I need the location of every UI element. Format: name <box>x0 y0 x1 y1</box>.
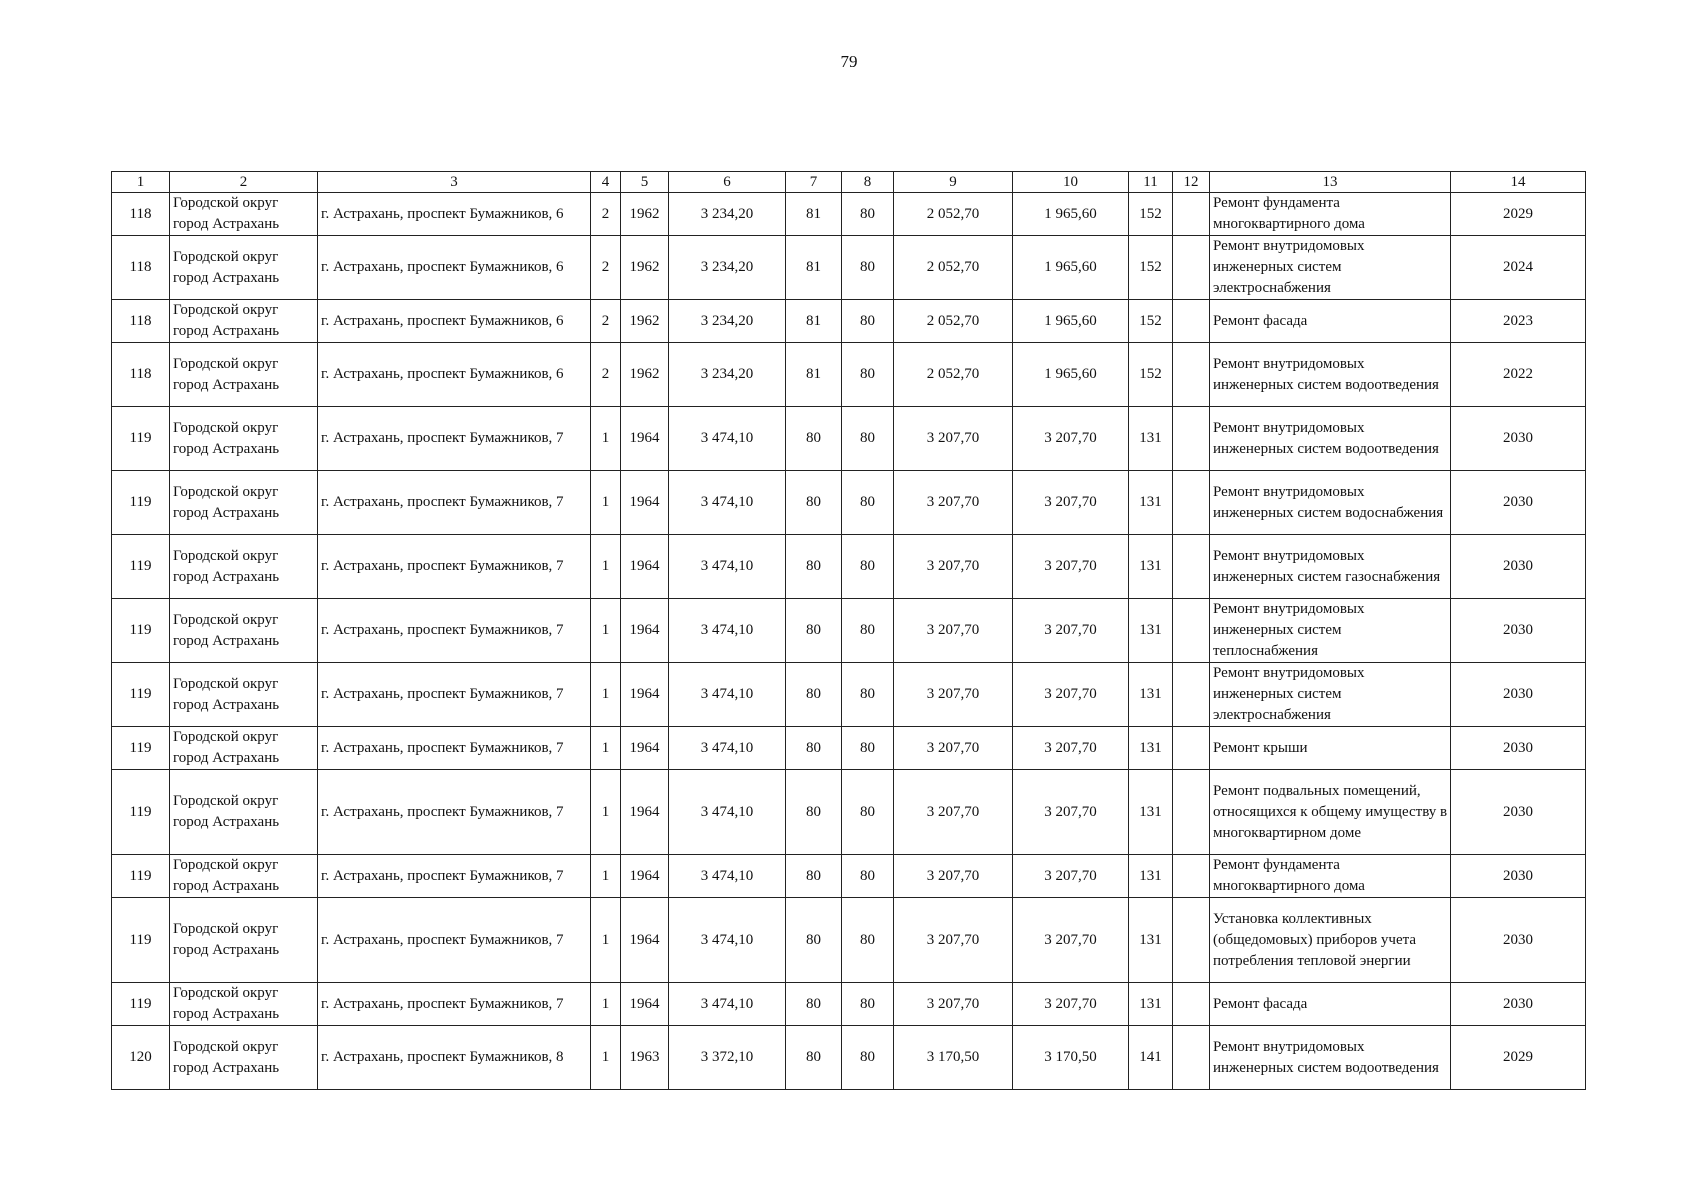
cell-work-type: Ремонт внутридомовых инженерных систем теплоснабжения <box>1210 599 1451 663</box>
cell-area-9: 3 207,70 <box>894 535 1013 599</box>
cell-row-number: 119 <box>112 727 170 770</box>
table-row <box>112 343 1586 407</box>
cell-municipality: Городской округ город Астрахань <box>170 898 318 983</box>
housing-repair-table <box>111 171 1586 1090</box>
cell-year-built: 1964 <box>621 599 669 663</box>
column-header-14: 14 <box>1451 172 1586 193</box>
cell-municipality: Городской округ город Астрахань <box>170 855 318 898</box>
column-header-1: 1 <box>112 172 170 193</box>
cell-total-area: 3 474,10 <box>669 535 786 599</box>
cell-floors: 1 <box>591 407 621 471</box>
cell-col7-value: 80 <box>786 407 842 471</box>
cell-col7-value: 80 <box>786 471 842 535</box>
table-row <box>112 236 1586 300</box>
cell-residents: 131 <box>1129 663 1173 727</box>
cell-year-built: 1964 <box>621 770 669 855</box>
cell-area-10: 3 207,70 <box>1013 727 1129 770</box>
cell-row-number: 119 <box>112 535 170 599</box>
cell-col12-value <box>1173 898 1210 983</box>
cell-floors: 1 <box>591 898 621 983</box>
cell-floors: 2 <box>591 193 621 236</box>
cell-area-9: 2 052,70 <box>894 300 1013 343</box>
cell-municipality: Городской округ город Астрахань <box>170 663 318 727</box>
table-row <box>112 471 1586 535</box>
cell-col8-value: 80 <box>842 471 894 535</box>
cell-year-built: 1962 <box>621 193 669 236</box>
cell-address: г. Астрахань, проспект Бумажников, 7 <box>318 855 591 898</box>
cell-col8-value: 80 <box>842 535 894 599</box>
table-row <box>112 1026 1586 1090</box>
cell-col12-value <box>1173 727 1210 770</box>
cell-residents: 131 <box>1129 599 1173 663</box>
cell-year-built: 1964 <box>621 471 669 535</box>
table-row <box>112 770 1586 855</box>
cell-area-9: 3 207,70 <box>894 599 1013 663</box>
cell-municipality: Городской округ город Астрахань <box>170 983 318 1026</box>
cell-row-number: 118 <box>112 236 170 300</box>
cell-col7-value: 80 <box>786 535 842 599</box>
cell-planned-year: 2024 <box>1451 236 1586 300</box>
cell-municipality: Городской округ город Астрахань <box>170 1026 318 1090</box>
column-header-6: 6 <box>669 172 786 193</box>
cell-municipality: Городской округ город Астрахань <box>170 300 318 343</box>
cell-col7-value: 80 <box>786 663 842 727</box>
cell-floors: 1 <box>591 1026 621 1090</box>
table-row <box>112 599 1586 663</box>
column-header-4: 4 <box>591 172 621 193</box>
cell-area-9: 3 207,70 <box>894 983 1013 1026</box>
cell-planned-year: 2030 <box>1451 855 1586 898</box>
cell-area-10: 3 207,70 <box>1013 983 1129 1026</box>
cell-col7-value: 80 <box>786 599 842 663</box>
cell-year-built: 1964 <box>621 983 669 1026</box>
cell-year-built: 1962 <box>621 343 669 407</box>
cell-planned-year: 2030 <box>1451 535 1586 599</box>
cell-address: г. Астрахань, проспект Бумажников, 7 <box>318 535 591 599</box>
cell-residents: 131 <box>1129 983 1173 1026</box>
cell-col8-value: 80 <box>842 1026 894 1090</box>
cell-year-built: 1962 <box>621 300 669 343</box>
cell-address: г. Астрахань, проспект Бумажников, 7 <box>318 898 591 983</box>
cell-municipality: Городской округ город Астрахань <box>170 236 318 300</box>
cell-col7-value: 81 <box>786 236 842 300</box>
cell-address: г. Астрахань, проспект Бумажников, 7 <box>318 770 591 855</box>
cell-total-area: 3 474,10 <box>669 727 786 770</box>
cell-residents: 152 <box>1129 343 1173 407</box>
cell-col7-value: 80 <box>786 855 842 898</box>
cell-row-number: 119 <box>112 855 170 898</box>
cell-work-type: Ремонт внутридомовых инженерных систем электроснабжения <box>1210 236 1451 300</box>
cell-planned-year: 2030 <box>1451 599 1586 663</box>
cell-col12-value <box>1173 343 1210 407</box>
cell-work-type: Ремонт фасада <box>1210 983 1451 1026</box>
cell-row-number: 119 <box>112 471 170 535</box>
cell-col7-value: 81 <box>786 300 842 343</box>
cell-year-built: 1964 <box>621 535 669 599</box>
cell-area-9: 3 207,70 <box>894 471 1013 535</box>
cell-col7-value: 81 <box>786 193 842 236</box>
cell-col8-value: 80 <box>842 770 894 855</box>
cell-municipality: Городской округ город Астрахань <box>170 535 318 599</box>
cell-residents: 131 <box>1129 770 1173 855</box>
cell-area-10: 3 170,50 <box>1013 1026 1129 1090</box>
column-header-5: 5 <box>621 172 669 193</box>
cell-area-10: 1 965,60 <box>1013 300 1129 343</box>
cell-area-9: 3 207,70 <box>894 407 1013 471</box>
cell-col12-value <box>1173 535 1210 599</box>
cell-address: г. Астрахань, проспект Бумажников, 7 <box>318 407 591 471</box>
cell-floors: 2 <box>591 343 621 407</box>
cell-area-9: 3 207,70 <box>894 898 1013 983</box>
cell-planned-year: 2023 <box>1451 300 1586 343</box>
cell-area-10: 3 207,70 <box>1013 471 1129 535</box>
cell-row-number: 118 <box>112 343 170 407</box>
cell-residents: 131 <box>1129 471 1173 535</box>
cell-floors: 1 <box>591 770 621 855</box>
cell-col12-value <box>1173 663 1210 727</box>
cell-col8-value: 80 <box>842 193 894 236</box>
cell-row-number: 119 <box>112 770 170 855</box>
table-row <box>112 300 1586 343</box>
cell-planned-year: 2030 <box>1451 471 1586 535</box>
header-row <box>112 172 1586 193</box>
cell-area-10: 3 207,70 <box>1013 535 1129 599</box>
cell-residents: 152 <box>1129 193 1173 236</box>
cell-floors: 1 <box>591 983 621 1026</box>
cell-year-built: 1964 <box>621 407 669 471</box>
cell-work-type: Ремонт фундамента многоквартирного дома <box>1210 855 1451 898</box>
cell-work-type: Ремонт внутридомовых инженерных систем водоснабжения <box>1210 471 1451 535</box>
cell-col8-value: 80 <box>842 343 894 407</box>
cell-row-number: 119 <box>112 983 170 1026</box>
cell-work-type: Ремонт внутридомовых инженерных систем водоотведения <box>1210 407 1451 471</box>
cell-area-10: 1 965,60 <box>1013 236 1129 300</box>
cell-total-area: 3 474,10 <box>669 855 786 898</box>
cell-year-built: 1964 <box>621 898 669 983</box>
cell-year-built: 1962 <box>621 236 669 300</box>
cell-work-type: Установка коллективных (общедомовых) приборов учета потребления тепловой энергии <box>1210 898 1451 983</box>
cell-address: г. Астрахань, проспект Бумажников, 6 <box>318 236 591 300</box>
column-header-3: 3 <box>318 172 591 193</box>
cell-col12-value <box>1173 855 1210 898</box>
cell-planned-year: 2022 <box>1451 343 1586 407</box>
cell-municipality: Городской округ город Астрахань <box>170 407 318 471</box>
cell-floors: 1 <box>591 599 621 663</box>
cell-area-9: 3 207,70 <box>894 727 1013 770</box>
cell-municipality: Городской округ город Астрахань <box>170 727 318 770</box>
cell-address: г. Астрахань, проспект Бумажников, 7 <box>318 663 591 727</box>
cell-address: г. Астрахань, проспект Бумажников, 6 <box>318 343 591 407</box>
cell-row-number: 119 <box>112 898 170 983</box>
cell-year-built: 1963 <box>621 1026 669 1090</box>
table-header <box>112 172 1586 193</box>
cell-floors: 1 <box>591 663 621 727</box>
cell-floors: 2 <box>591 236 621 300</box>
cell-row-number: 119 <box>112 407 170 471</box>
cell-col12-value <box>1173 983 1210 1026</box>
cell-area-10: 1 965,60 <box>1013 343 1129 407</box>
cell-col12-value <box>1173 236 1210 300</box>
cell-address: г. Астрахань, проспект Бумажников, 7 <box>318 727 591 770</box>
cell-work-type: Ремонт фасада <box>1210 300 1451 343</box>
cell-area-10: 3 207,70 <box>1013 855 1129 898</box>
cell-floors: 2 <box>591 300 621 343</box>
cell-residents: 131 <box>1129 855 1173 898</box>
cell-total-area: 3 234,20 <box>669 300 786 343</box>
cell-total-area: 3 474,10 <box>669 471 786 535</box>
cell-planned-year: 2030 <box>1451 727 1586 770</box>
cell-total-area: 3 474,10 <box>669 599 786 663</box>
cell-col8-value: 80 <box>842 727 894 770</box>
cell-area-9: 3 207,70 <box>894 855 1013 898</box>
column-header-10: 10 <box>1013 172 1129 193</box>
cell-municipality: Городской округ город Астрахань <box>170 471 318 535</box>
cell-planned-year: 2030 <box>1451 983 1586 1026</box>
cell-col8-value: 80 <box>842 898 894 983</box>
cell-area-9: 3 207,70 <box>894 770 1013 855</box>
cell-col12-value <box>1173 471 1210 535</box>
cell-area-10: 1 965,60 <box>1013 193 1129 236</box>
column-header-8: 8 <box>842 172 894 193</box>
table-body <box>112 193 1586 1090</box>
cell-work-type: Ремонт внутридомовых инженерных систем электроснабжения <box>1210 663 1451 727</box>
column-header-9: 9 <box>894 172 1013 193</box>
table-row <box>112 407 1586 471</box>
cell-total-area: 3 474,10 <box>669 770 786 855</box>
cell-col7-value: 80 <box>786 983 842 1026</box>
cell-row-number: 119 <box>112 599 170 663</box>
cell-col12-value <box>1173 300 1210 343</box>
column-header-11: 11 <box>1129 172 1173 193</box>
cell-row-number: 119 <box>112 663 170 727</box>
cell-address: г. Астрахань, проспект Бумажников, 6 <box>318 300 591 343</box>
cell-planned-year: 2029 <box>1451 193 1586 236</box>
cell-col8-value: 80 <box>842 236 894 300</box>
cell-col12-value <box>1173 599 1210 663</box>
cell-col8-value: 80 <box>842 407 894 471</box>
cell-col8-value: 80 <box>842 855 894 898</box>
cell-row-number: 118 <box>112 193 170 236</box>
cell-total-area: 3 474,10 <box>669 663 786 727</box>
cell-area-10: 3 207,70 <box>1013 663 1129 727</box>
cell-col8-value: 80 <box>842 300 894 343</box>
cell-floors: 1 <box>591 471 621 535</box>
cell-planned-year: 2030 <box>1451 898 1586 983</box>
cell-area-9: 3 207,70 <box>894 663 1013 727</box>
cell-area-10: 3 207,70 <box>1013 599 1129 663</box>
table-row <box>112 535 1586 599</box>
cell-year-built: 1964 <box>621 663 669 727</box>
cell-total-area: 3 474,10 <box>669 898 786 983</box>
cell-municipality: Городской округ город Астрахань <box>170 599 318 663</box>
cell-address: г. Астрахань, проспект Бумажников, 7 <box>318 983 591 1026</box>
cell-col7-value: 80 <box>786 770 842 855</box>
cell-residents: 141 <box>1129 1026 1173 1090</box>
table-row <box>112 855 1586 898</box>
cell-area-9: 3 170,50 <box>894 1026 1013 1090</box>
table-row <box>112 983 1586 1026</box>
column-header-7: 7 <box>786 172 842 193</box>
table-row <box>112 727 1586 770</box>
cell-col7-value: 80 <box>786 898 842 983</box>
cell-row-number: 120 <box>112 1026 170 1090</box>
cell-area-10: 3 207,70 <box>1013 770 1129 855</box>
cell-residents: 131 <box>1129 898 1173 983</box>
cell-col8-value: 80 <box>842 663 894 727</box>
cell-work-type: Ремонт внутридомовых инженерных систем водоотведения <box>1210 343 1451 407</box>
cell-row-number: 118 <box>112 300 170 343</box>
cell-col12-value <box>1173 770 1210 855</box>
table-row <box>112 193 1586 236</box>
cell-col12-value <box>1173 407 1210 471</box>
cell-col7-value: 80 <box>786 727 842 770</box>
cell-address: г. Астрахань, проспект Бумажников, 7 <box>318 599 591 663</box>
cell-residents: 152 <box>1129 236 1173 300</box>
cell-year-built: 1964 <box>621 855 669 898</box>
column-header-2: 2 <box>170 172 318 193</box>
cell-work-type: Ремонт крыши <box>1210 727 1451 770</box>
cell-planned-year: 2030 <box>1451 407 1586 471</box>
cell-total-area: 3 234,20 <box>669 343 786 407</box>
cell-area-10: 3 207,70 <box>1013 407 1129 471</box>
cell-total-area: 3 234,20 <box>669 193 786 236</box>
cell-address: г. Астрахань, проспект Бумажников, 8 <box>318 1026 591 1090</box>
cell-area-9: 2 052,70 <box>894 193 1013 236</box>
cell-municipality: Городской округ город Астрахань <box>170 770 318 855</box>
cell-col7-value: 80 <box>786 1026 842 1090</box>
cell-work-type: Ремонт внутридомовых инженерных систем водоотведения <box>1210 1026 1451 1090</box>
cell-planned-year: 2030 <box>1451 770 1586 855</box>
table-row <box>112 663 1586 727</box>
cell-col8-value: 80 <box>842 599 894 663</box>
cell-col12-value <box>1173 193 1210 236</box>
cell-area-9: 2 052,70 <box>894 236 1013 300</box>
cell-floors: 1 <box>591 535 621 599</box>
cell-work-type: Ремонт подвальных помещений, относящихся к общему имуществу в многоквартирном доме <box>1210 770 1451 855</box>
cell-address: г. Астрахань, проспект Бумажников, 7 <box>318 471 591 535</box>
cell-area-9: 2 052,70 <box>894 343 1013 407</box>
page-number: 79 <box>840 52 858 71</box>
column-header-13: 13 <box>1210 172 1451 193</box>
column-header-12: 12 <box>1173 172 1210 193</box>
cell-col12-value <box>1173 1026 1210 1090</box>
table-row <box>112 898 1586 983</box>
cell-residents: 131 <box>1129 535 1173 599</box>
cell-residents: 152 <box>1129 300 1173 343</box>
cell-col7-value: 81 <box>786 343 842 407</box>
cell-residents: 131 <box>1129 727 1173 770</box>
cell-total-area: 3 474,10 <box>669 983 786 1026</box>
cell-municipality: Городской округ город Астрахань <box>170 193 318 236</box>
cell-work-type: Ремонт фундамента многоквартирного дома <box>1210 193 1451 236</box>
cell-floors: 1 <box>591 727 621 770</box>
cell-total-area: 3 474,10 <box>669 407 786 471</box>
cell-work-type: Ремонт внутридомовых инженерных систем газоснабжения <box>1210 535 1451 599</box>
cell-floors: 1 <box>591 855 621 898</box>
cell-total-area: 3 234,20 <box>669 236 786 300</box>
cell-municipality: Городской округ город Астрахань <box>170 343 318 407</box>
cell-address: г. Астрахань, проспект Бумажников, 6 <box>318 193 591 236</box>
cell-total-area: 3 372,10 <box>669 1026 786 1090</box>
cell-year-built: 1964 <box>621 727 669 770</box>
cell-col8-value: 80 <box>842 983 894 1026</box>
cell-planned-year: 2030 <box>1451 663 1586 727</box>
cell-residents: 131 <box>1129 407 1173 471</box>
cell-planned-year: 2029 <box>1451 1026 1586 1090</box>
cell-area-10: 3 207,70 <box>1013 898 1129 983</box>
